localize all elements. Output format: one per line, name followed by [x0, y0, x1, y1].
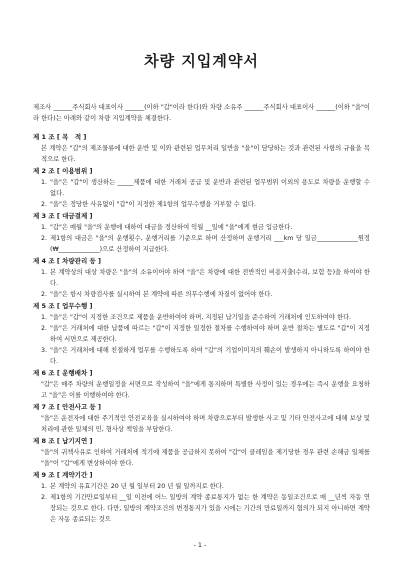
- article-clause: [33, 312, 370, 323]
- clause-number: 1.: [41, 179, 48, 186]
- article-paragraph: "을"의 귀책사유로 인하여 거래처에 적기에 제품을 공급하지 못하여 "갑"이 클레임을 제기당한 경우 관련 손해금 일체를 "을"이 "갑"에게 변상하여야 한다.: [41, 449, 370, 467]
- clause-number: 1.: [41, 483, 48, 490]
- clause-text: 본 계약상의 대상 차량은 "을"의 소유이어야 하며 "을"은 차량에 대한 전반적인 비용지출(수리, 보험 등)을 하여야 한다.: [50, 269, 370, 287]
- article-section: [33, 402, 370, 435]
- article-section: [33, 301, 370, 367]
- sections-container: [33, 132, 370, 525]
- article-heading: 제 9 조 [ 계약기간 ]: [33, 471, 93, 479]
- clause-number: 2.: [41, 291, 48, 298]
- clause-text: "을"은 항시 차량검사를 실시하여 본 계약에 따른 의무수행에 차질이 없어야 한다.: [50, 291, 273, 298]
- clause-text: "을"은 거래처에 대해 친절하게 업무를 수행하도록 하여 "갑"의 기업이미지의 훼손이 발생하지 아니하도록 하여야 한다.: [50, 347, 370, 365]
- article-clause: [33, 345, 370, 367]
- clause-number: 1.: [41, 314, 48, 321]
- clause-number: 2.: [41, 325, 48, 332]
- clause-text: "을"은 "갑"이 지정한 조건으로 제품을 운반하여야 하며, 지정된 납기일을 준수하여 거래처에 인도하여야 한다.: [50, 314, 352, 321]
- article-section: [33, 436, 370, 469]
- clause-number: 1.: [41, 269, 48, 276]
- article-clause: [33, 289, 370, 300]
- clause-text: 제1항의 기간만료일부터 __일 이전에 어느 일방의 계약 종료통지가 없는 한 계약은 동일조건으로 매 __년씩 자동 연장되는 것으로 한다. 다만, 일방의 계약조건의 변경통지가 있을 시에는 기간의 만료일까지 협의가 되지 아니하면 계약은 자동 종료되는 것으: [50, 494, 370, 523]
- article-heading: 제 4 조 [ 차량관리 등 ]: [33, 257, 101, 265]
- article-clause: [33, 222, 370, 233]
- article-paragraph: "갑"은 매주 차량의 운행일정을 서면으로 작성하여 "을"에게 통지하며 특별한 사정이 있는 경우에는 즉시 운행을 요청하고 "을"은 이를 이행하여야 한다.: [41, 381, 370, 399]
- article-heading: 제 8 조 [ 납기지연 ]: [33, 437, 93, 445]
- article-paragraph: 본 계약은 "갑"의 제조물류에 대한 운반 및 이와 관련된 업무처리 일반을 "을"이 담당하는 것과 관련된 사항의 규율을 목적으로 한다.: [41, 145, 370, 163]
- article-clause: [33, 233, 370, 255]
- article-section: [33, 470, 370, 525]
- article-heading: 제 7 조 [ 안전사고 등 ]: [33, 403, 101, 411]
- clause-text: 제1항의 대금은 "을"의 운행횟수, 운행거리를 기준으로 하며 산정하며 운행거리 ___km 당 일금_____________원정 (₩_____________)으로 산정하여 지급한다.: [50, 235, 370, 253]
- clause-number: 2.: [41, 201, 48, 208]
- clause-number: 2.: [41, 494, 48, 501]
- clause-text: "을"은 정당한 사유없이 "갑"이 지정한 제1항의 업무수행을 거부할 수 없다.: [50, 201, 256, 208]
- page-number: - 1 -: [193, 541, 207, 549]
- article-section: [33, 166, 370, 210]
- article-clause: [33, 492, 370, 525]
- article-clause: [33, 199, 370, 210]
- article-clause: [33, 481, 370, 492]
- article-heading: 제 3 조 [ 대금결제 ]: [33, 212, 93, 220]
- article-heading: 제 2 조 [ 이용범위 ]: [33, 167, 93, 175]
- clause-number: 1.: [41, 224, 48, 231]
- article-clause: [33, 267, 370, 289]
- clause-text: 본 계약의 유효기간은 20 년 월 일부터 20 년 월 일까지로 한다.: [50, 483, 224, 490]
- intro-paragraph: 제조사 ______주식회사 대표이사 ______(이하 "갑"이라 한다)와 차량 소유주 ______주식회사 대표이사 ______(이하 "을"이라 한다)는 아래와 같이 차량 지입계약을 체결한다.: [33, 104, 370, 122]
- article-heading: 제 1 조 [ 목 적 ]: [33, 133, 87, 141]
- clause-text: "갑"은 매월 "을"의 운행에 대하여 대금을 정산하여 익월 __일에 "을"에게 현금 입금한다.: [50, 224, 293, 231]
- article-clause: [33, 177, 370, 199]
- article-heading: 제 6 조 [ 운행배차 ]: [33, 369, 93, 377]
- document-title: 차량 지입계약서: [144, 52, 259, 70]
- clause-number: 3.: [41, 347, 48, 354]
- article-section: [33, 256, 370, 300]
- article-clause: [33, 323, 370, 345]
- article-section: [33, 211, 370, 255]
- clause-text: "을"은 "갑"이 생산하는 _____제품에 대한 거래처 공급 및 운반과 관련된 업무범위 이외의 용도로 차량을 운행할 수 없다.: [50, 179, 370, 197]
- article-section: [33, 132, 370, 165]
- article-heading: 제 5 조 [ 업무수행 ]: [33, 302, 93, 310]
- clause-text: "을"은 거래처에 대한 납품에 따르는 "갑"이 지정한 일정한 절차를 수행하여야 하며 운반 절차는 별도로 "갑"이 지정하여 서면으로 제공한다.: [50, 325, 370, 343]
- article-paragraph: "을"은 운전자에 대한 주기적인 안전교육을 실시하여야 하며 차량으로부터 발생한 사고 및 기타 안전사고에 대해 보상 및 처리에 관한 일체의 민, 형사상 책임을 부담한다.: [41, 415, 370, 433]
- article-section: [33, 368, 370, 401]
- clause-number: 2.: [41, 235, 48, 242]
